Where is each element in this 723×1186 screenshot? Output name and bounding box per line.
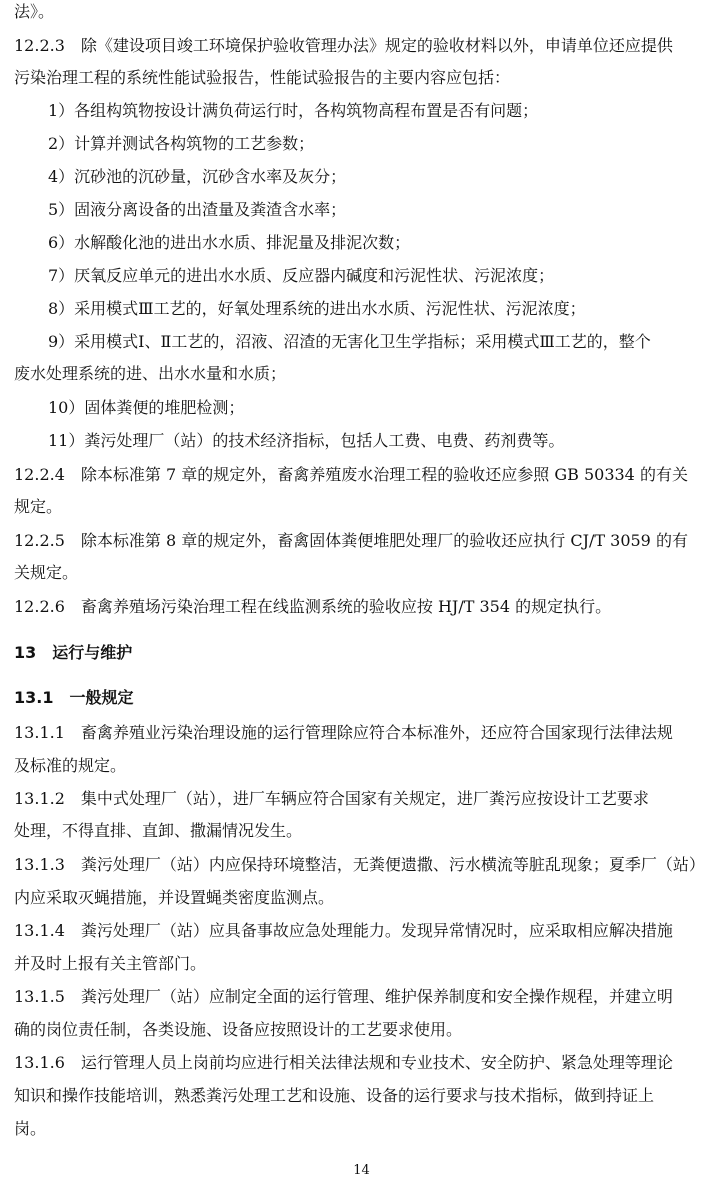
list-item: 1）各组构筑物按设计满负荷运行时，各构筑物高程布置是否有问题； xyxy=(48,101,539,120)
list-item: 11）粪污处理厂（站）的技术经济指标，包括人工费、电费、药剂费等。 xyxy=(48,431,565,450)
text-line: 确的岗位责任制，各类设施、设备应按照设计的工艺要求使用。 xyxy=(14,1020,463,1039)
text-line: 及标准的规定。 xyxy=(14,756,127,775)
clause-12-2-4: 12.2.4 除本标准第 7 章的规定外，畜禽养殖废水治理工程的验收还应参照 GB 50334 的有关 xyxy=(14,465,688,484)
clause-12-2-3: 12.2.3 除《建设项目竣工环境保护验收管理办法》规定的验收材料以外，申请单位还应提供 xyxy=(14,36,673,55)
list-item: 5）固液分离设备的出渣量及粪渣含水率； xyxy=(48,200,347,219)
text-line: 岗。 xyxy=(14,1119,47,1138)
clause-13-1-6: 13.1.6 运行管理人员上岗前均应进行相关法律法规和专业技术、安全防护、紧急处理等理论 xyxy=(14,1053,673,1072)
text-line: 并及时上报有关主管部门。 xyxy=(14,954,207,973)
page-number: 14 xyxy=(353,1163,370,1178)
clause-12-2-5: 12.2.5 除本标准第 8 章的规定外，畜禽固体粪便堆肥处理厂的验收还应执行 CJ/T 3059 的有 xyxy=(14,531,688,550)
list-item: 2）计算并测试各构筑物的工艺参数； xyxy=(48,134,315,153)
list-item: 6）水解酸化池的进出水水质、排泥量及排泥次数； xyxy=(48,233,411,252)
text-line: 内应采取灭蝇措施，并设置蝇类密度监测点。 xyxy=(14,888,335,907)
text-line: 关规定。 xyxy=(14,563,79,582)
list-item: 4）沉砂池的沉砂量，沉砂含水率及灰分； xyxy=(48,167,347,186)
clause-13-1-3: 13.1.3 粪污处理厂（站）内应保持环境整洁，无粪便遗撒、污水横流等脏乱现象；夏季厂（站） xyxy=(14,855,705,874)
text-line: 法》。 xyxy=(14,2,55,21)
clause-13-1-1: 13.1.1 畜禽养殖业污染治理设施的运行管理除应符合本标准外，还应符合国家现行法律法规 xyxy=(14,723,673,742)
text-line: 处理，不得直排、直卸、撒漏情况发生。 xyxy=(14,821,303,840)
clause-13-1-2: 13.1.2 集中式处理厂（站），进厂车辆应符合国家有关规定，进厂粪污应按设计工艺要求 xyxy=(14,789,649,808)
clause-13-1-4: 13.1.4 粪污处理厂（站）应具备事故应急处理能力。发现异常情况时，应采取相应解决措施 xyxy=(14,921,673,940)
text-line: 废水处理系统的进、出水水量和水质； xyxy=(14,364,287,383)
text-line: 知识和操作技能培训，熟悉粪污处理工艺和设施、设备的运行要求与技术指标，做到持证上 xyxy=(14,1086,655,1105)
clause-13-1-5: 13.1.5 粪污处理厂（站）应制定全面的运行管理、维护保养制度和安全操作规程，并建立明 xyxy=(14,987,673,1006)
list-item: 8）采用模式Ⅲ工艺的，好氧处理系统的进出水水质、污泥性状、污泥浓度； xyxy=(48,299,586,318)
list-item: 7）厌氧反应单元的进出水水质、反应器内碱度和污泥性状、污泥浓度； xyxy=(48,266,555,285)
text-line: 规定。 xyxy=(14,497,63,516)
text-line: 污染治理工程的系统性能试验报告，性能试验报告的主要内容应包括： xyxy=(14,68,511,87)
section-heading: 13 运行与维护 xyxy=(14,643,133,662)
subsection-heading: 13.1 一般规定 xyxy=(14,688,134,707)
list-item: 10）固体粪便的堆肥检测； xyxy=(48,398,245,417)
list-item: 9）采用模式Ⅰ、Ⅱ工艺的，沼液、沼渣的无害化卫生学指标；采用模式Ⅲ工艺的，整个 xyxy=(48,332,651,351)
clause-12-2-6: 12.2.6 畜禽养殖场污染治理工程在线监测系统的验收应按 HJ/T 354 的规定执行。 xyxy=(14,597,612,616)
